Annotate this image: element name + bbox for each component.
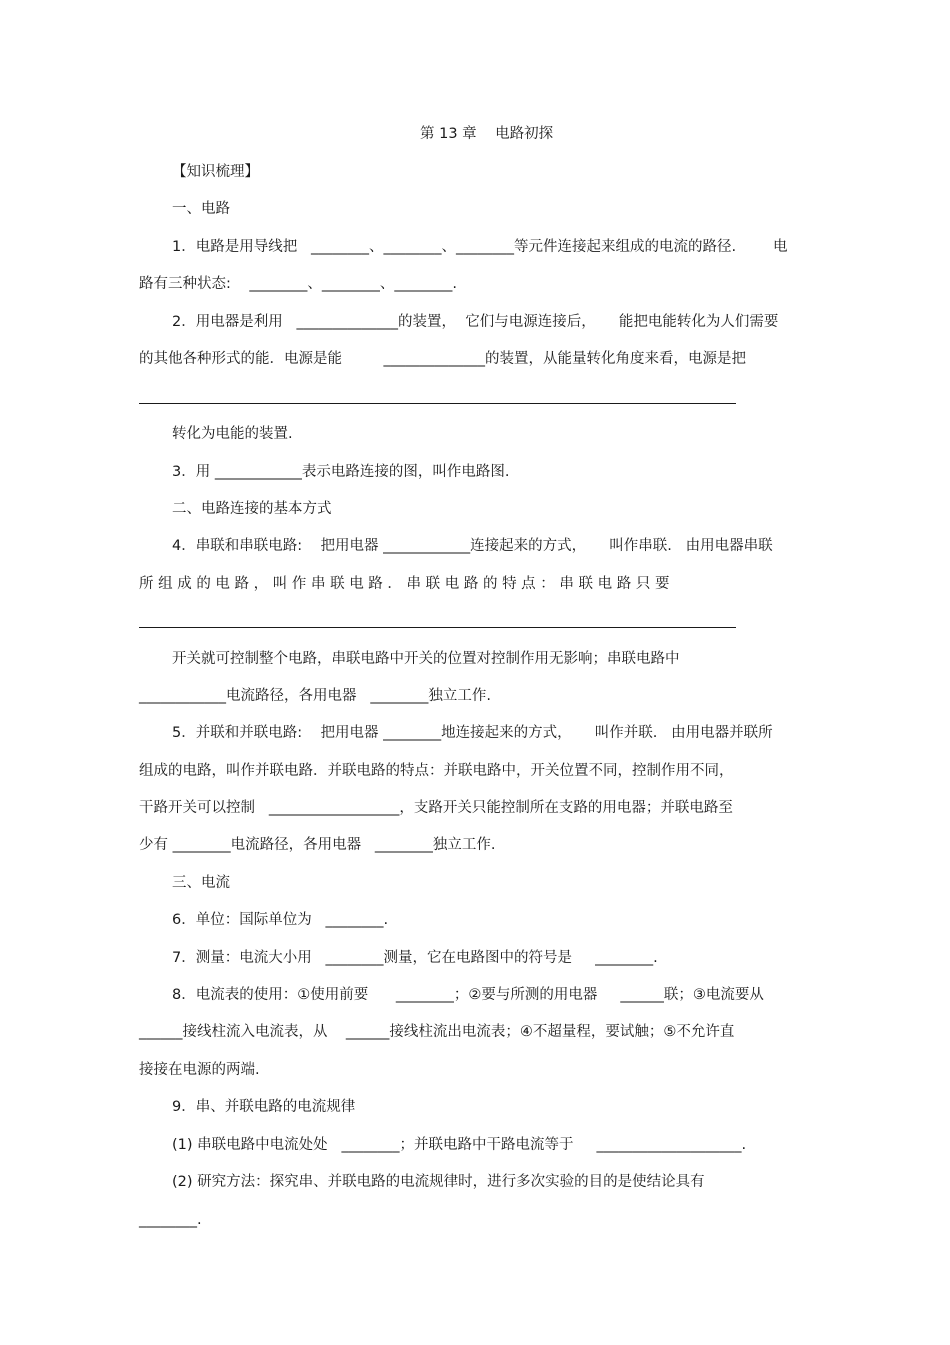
answer-blank-line (139, 403, 736, 404)
item-5-line-1: 5．并联和并联电路: 把用电器 ________地连接起来的方式， 叫作并联. 由用电器并联所 (172, 725, 773, 741)
item-8-line-3: 接接在电源的两端. (139, 1062, 260, 1078)
item-9: 9．串、并联电路的电流规律 (172, 1099, 356, 1115)
section-heading: 【知识梳理】 (172, 164, 259, 180)
item-4-line-2: 所 组 成 的 电 路 ， 叫 作 串 联 电 路 ． 串 联 电 路 的 特 点 ： 串 联 电 路 只 要 (139, 576, 670, 592)
item-3: 3．用 ____________表示电路连接的图，叫作电路图. (172, 464, 510, 480)
item-2-line-3: 转化为电能的装置. (172, 426, 293, 442)
item-4-line-1: 4．串联和串联电路: 把用电器 ____________连接起来的方式， 叫作串联. 由用电器串联 (172, 538, 773, 554)
item-4-line-4: ____________电流路径，各用电器 ________独立工作. (139, 688, 491, 704)
item-9-sub-2-blank: ________. (139, 1212, 202, 1228)
item-5-line-3: 干路开关可以控制 __________________，支路开关只能控制所在支路的用电器；并联电路至 (139, 800, 733, 816)
item-1-line-2: 路有三种状态: ________、________、________. (139, 276, 457, 292)
section-title-circuit: 一、电路 (172, 201, 230, 217)
item-5-line-2: 组成的电路，叫作并联电路．并联电路的特点：并联电路中，开关位置不同，控制作用不同， (139, 763, 734, 779)
item-7: 7．测量：电流大小用 ________测量，它在电路图中的符号是 ________. (172, 950, 658, 966)
item-9-sub-1: (1) 串联电路中电流处处 ________；并联电路中干路电流等于 ____________________. (172, 1137, 747, 1153)
answer-blank-line (139, 627, 736, 628)
item-8-line-2: ______接线柱流入电流表，从 ______接线柱流出电流表；④不超量程，要试触；⑤不允许直 (139, 1024, 735, 1040)
item-6: 6．单位：国际单位为 ________. (172, 912, 389, 928)
item-9-sub-2: (2) 研究方法：探究串、并联电路的电流规律时，进行多次实验的目的是使结论具有 (172, 1174, 705, 1190)
item-1-line-1: 1．电路是用导线把 ________、________、________等元件连接起来组成的电流的路径. 电 (172, 239, 788, 255)
page-title: 第 13 章 电路初探 (420, 126, 554, 142)
item-5-line-4: 少有 ________电流路径，各用电器 ________独立工作. (139, 837, 496, 853)
item-8-line-1: 8．电流表的使用：①使用前要 ________；②要与所测的用电器 ______联；③电流要从 (172, 987, 764, 1003)
section-title-current: 三、电流 (172, 875, 230, 891)
item-4-line-3: 开关就可控制整个电路，串联电路中开关的位置对控制作用无影响；串联电路中 (172, 651, 680, 667)
section-title-connection: 二、电路连接的基本方式 (172, 501, 332, 517)
item-2-line-1: 2．用电器是利用 ______________的装置， 它们与电源连接后， 能把电能转化为人们需要 (172, 314, 779, 330)
item-2-line-2: 的其他各种形式的能．电源是能 ______________的装置，从能量转化角度来看，电源是把 (139, 351, 746, 367)
